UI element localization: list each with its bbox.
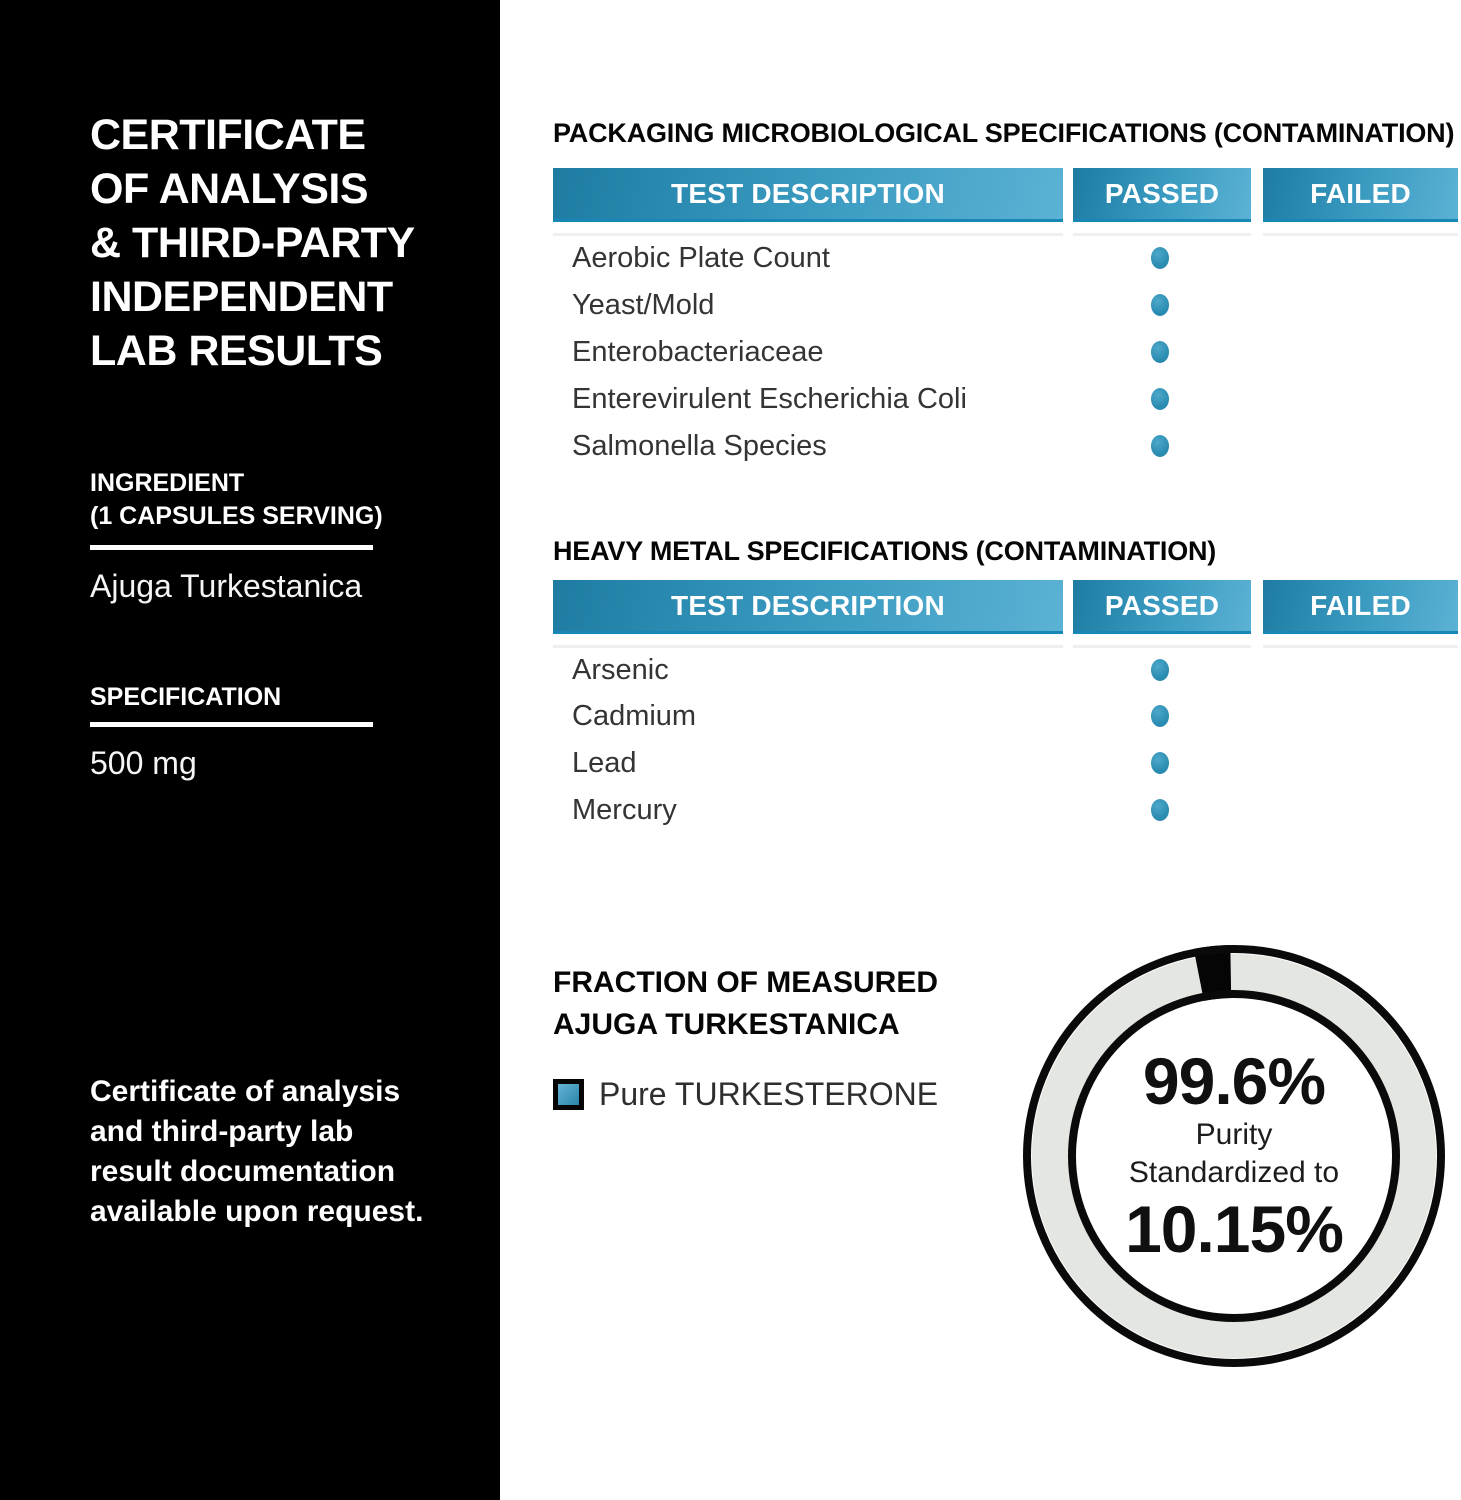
specification-underline <box>90 722 373 727</box>
column-header-failed: FAILED <box>1263 580 1458 634</box>
microbiological-table-section <box>553 118 1458 483</box>
test-name: Lead <box>572 747 637 779</box>
passed-dot-icon <box>1151 247 1169 269</box>
table-row <box>553 423 1458 469</box>
page-title <box>90 108 415 378</box>
test-name: Arsenic <box>572 654 669 686</box>
chart-legend <box>553 1076 938 1113</box>
purity-caption-line1: Purity <box>1195 1118 1273 1151</box>
table-row <box>553 693 1458 739</box>
table-row <box>553 235 1458 281</box>
table-header-row <box>553 168 1458 222</box>
column-header-test-description: TEST DESCRIPTION <box>553 168 1063 222</box>
table-header-row <box>553 580 1458 634</box>
passed-dot-icon <box>1151 752 1169 774</box>
fraction-title-line1: FRACTION OF MEASURED <box>553 966 938 999</box>
page-title-line: INDEPENDENT <box>90 273 393 321</box>
legend-label: Pure TURKESTERONE <box>599 1076 939 1112</box>
passed-dot-icon <box>1151 294 1169 316</box>
column-header-passed: PASSED <box>1073 580 1251 634</box>
legend-swatch-icon <box>553 1079 584 1110</box>
availability-footnote: Certificate of analysis and third-party lab result documentation available upon request. <box>90 1075 424 1228</box>
table-row <box>553 787 1458 833</box>
passed-dot-icon <box>1151 435 1169 457</box>
sidebar <box>0 0 500 1500</box>
ingredient-label-line2: (1 CAPSULES SERVING) <box>90 502 383 530</box>
passed-dot-icon <box>1151 341 1169 363</box>
page-title-line: OF ANALYSIS <box>90 165 369 213</box>
fraction-section-title <box>553 962 938 1046</box>
test-name: Enterobacteriaceae <box>572 336 824 368</box>
table-row <box>553 376 1458 422</box>
purity-percentage: 99.6% <box>1142 1044 1326 1118</box>
passed-dot-icon <box>1151 705 1169 727</box>
microbiological-table-title: PACKAGING MICROBIOLOGICAL SPECIFICATIONS (CONTAMINATION) <box>553 118 1455 148</box>
specification-value: 500 mg <box>90 745 197 781</box>
table-row <box>553 329 1458 375</box>
page-title-line: & THIRD-PARTY <box>90 219 415 267</box>
ingredient-value: Ajuga Turkestanica <box>90 568 363 604</box>
heavy-metal-table-title: HEAVY METAL SPECIFICATIONS (CONTAMINATION) <box>553 536 1217 566</box>
column-header-failed: FAILED <box>1263 168 1458 222</box>
test-name: Aerobic Plate Count <box>572 242 830 274</box>
column-header-test-description: TEST DESCRIPTION <box>553 580 1063 634</box>
table-row <box>553 647 1458 693</box>
page-title-line: CERTIFICATE <box>90 111 366 159</box>
column-header-passed: PASSED <box>1073 168 1251 222</box>
standardized-percentage: 10.15% <box>1125 1192 1343 1266</box>
passed-dot-icon <box>1151 799 1169 821</box>
test-name: Cadmium <box>572 700 697 732</box>
heavy-metal-table-section <box>553 536 1458 866</box>
test-name: Enterevirulent Escherichia Coli <box>572 383 967 415</box>
ingredient-underline <box>90 545 373 550</box>
table-row <box>553 740 1458 786</box>
donut-center-text <box>1019 941 1449 1371</box>
page-title-line: LAB RESULTS <box>90 327 383 375</box>
specification-label: SPECIFICATION <box>90 683 282 711</box>
purity-caption-line2: Standardized to <box>1128 1156 1340 1189</box>
test-name: Salmonella Species <box>572 430 827 462</box>
fraction-title-line2: AJUGA TURKESTANICA <box>553 1008 900 1041</box>
test-name: Yeast/Mold <box>572 289 715 321</box>
ingredient-label <box>90 467 383 533</box>
test-name: Mercury <box>572 794 677 826</box>
ingredient-label-line1: INGREDIENT <box>90 469 245 497</box>
passed-dot-icon <box>1151 659 1169 681</box>
table-row <box>553 282 1458 328</box>
passed-dot-icon <box>1151 388 1169 410</box>
